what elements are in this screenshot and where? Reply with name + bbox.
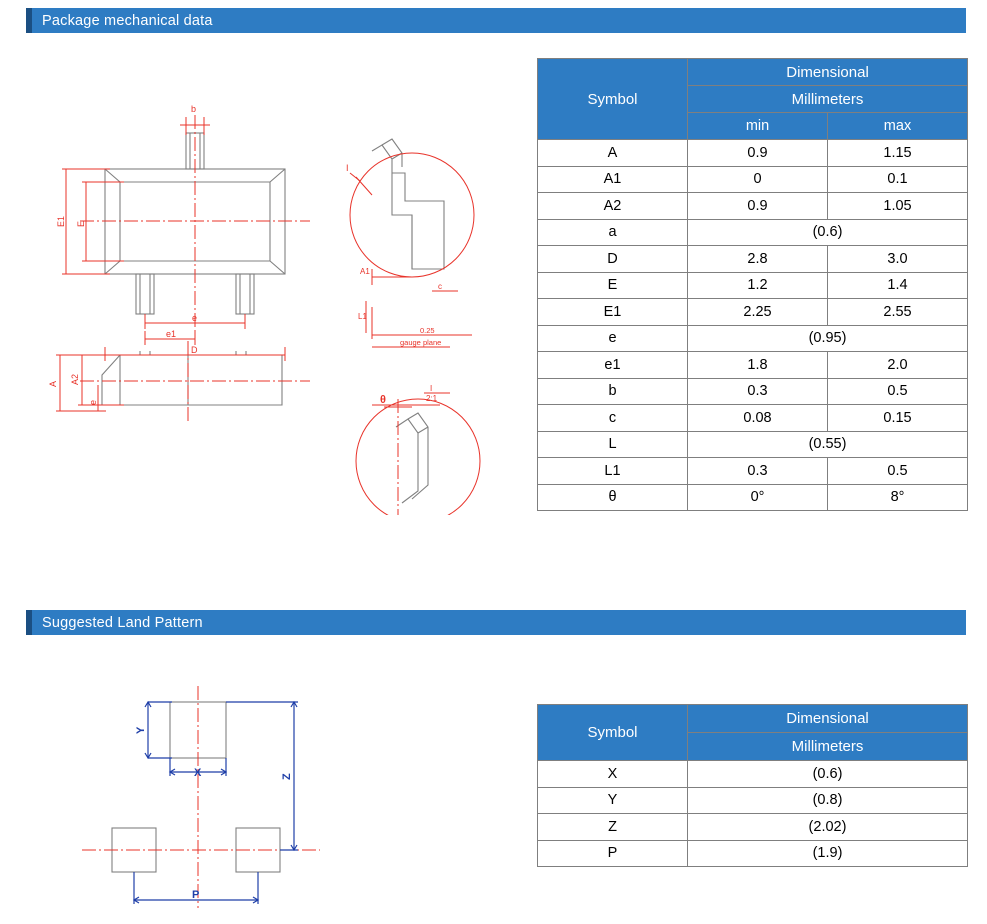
cell-symbol: b [538,378,688,405]
suggested-land-pattern-table [537,704,968,867]
table-row [538,787,968,814]
cell-max: 0.1 [828,166,968,193]
cell-max: 2.0 [828,352,968,379]
table-row [538,140,968,167]
cell-symbol: A1 [538,166,688,193]
cell-symbol: Z [538,814,688,841]
label-A2: A2 [70,373,80,385]
table-row [538,166,968,193]
header-dimensional: Dimensional [688,705,968,733]
table-row [538,219,968,246]
cell-symbol: θ [538,484,688,511]
cell-symbol: X [538,761,688,788]
cell-symbol: L1 [538,458,688,485]
label-E1: E1 [56,215,66,227]
table-row [538,272,968,299]
cell-span-value: (0.55) [688,431,968,458]
table-header-row-1 [538,705,968,733]
cell-symbol: a [538,219,688,246]
package-mechanical-data-table [537,58,968,511]
table-row [538,246,968,273]
cell-max: 0.15 [828,405,968,432]
cell-span-value: (0.95) [688,325,968,352]
label-e1: e1 [166,329,177,339]
label-gauge-plane: gauge plane [400,338,442,347]
table-row [538,431,968,458]
cell-max: 8° [828,484,968,511]
table-row [538,458,968,485]
cell-symbol: L [538,431,688,458]
cell-min: 0.08 [688,405,828,432]
cell-min: 0.3 [688,378,828,405]
cell-symbol: E [538,272,688,299]
table-header-row-1 [538,59,968,86]
cell-min: 1.2 [688,272,828,299]
cell-min: 0.9 [688,193,828,220]
cell-max: 1.4 [828,272,968,299]
cell-min: 0° [688,484,828,511]
label-E: E [76,220,86,227]
cell-symbol: Y [538,787,688,814]
cell-min: 2.25 [688,299,828,326]
cell-max: 1.15 [828,140,968,167]
label-P: P [192,889,200,901]
label-theta: θ [380,394,386,406]
table-row [538,761,968,788]
header-dimensional: Dimensional [688,59,968,86]
table-row [538,405,968,432]
table-row [538,840,968,867]
table-row [538,484,968,511]
header-millimeters: Millimeters [688,86,968,113]
cell-value: (0.8) [688,787,968,814]
label-e-side: e [88,399,98,405]
cell-max: 2.55 [828,299,968,326]
cell-min: 0.3 [688,458,828,485]
section-title: Package mechanical data [42,12,213,29]
label-e: e [192,313,198,323]
table-row [538,299,968,326]
cell-span-value: (0.6) [688,219,968,246]
header-millimeters: Millimeters [688,733,968,761]
cell-symbol: e [538,325,688,352]
label-A: A [48,380,58,387]
cell-value: (1.9) [688,840,968,867]
label-b: b [191,104,197,114]
cell-min: 2.8 [688,246,828,273]
package-mechanical-drawing [20,55,520,515]
cell-symbol: D [538,246,688,273]
cell-value: (0.6) [688,761,968,788]
label-X: X [194,767,202,779]
header-min: min [688,113,828,140]
label-L1: L1 [358,312,367,321]
label-D: D [191,345,198,355]
cell-max: 0.5 [828,378,968,405]
cell-min: 0 [688,166,828,193]
cell-symbol: A2 [538,193,688,220]
label-detail-scale: 2:1 [426,394,438,403]
cell-symbol: c [538,405,688,432]
cell-max: 3.0 [828,246,968,273]
header-symbol: Symbol [538,705,688,761]
header-symbol: Symbol [538,59,688,140]
cell-symbol: A [538,140,688,167]
cell-min: 0.9 [688,140,828,167]
cell-value: (2.02) [688,814,968,841]
cell-symbol: E1 [538,299,688,326]
label-Z: Z [281,773,293,780]
table-row [538,325,968,352]
table-row [538,378,968,405]
section-header-package-mechanical-data [26,8,966,33]
cell-max: 1.05 [828,193,968,220]
label-Y: Y [135,726,147,734]
section-title: Suggested Land Pattern [42,614,203,631]
label-detail-I: I [346,163,349,173]
section-header-suggested-land-pattern [26,610,966,635]
suggested-land-pattern-drawing [60,660,460,920]
label-c: c [438,282,442,291]
cell-symbol: e1 [538,352,688,379]
table-row [538,814,968,841]
cell-symbol: P [538,840,688,867]
label-gauge-dim: 0.25 [420,326,435,335]
header-max: max [828,113,968,140]
table-row [538,352,968,379]
cell-max: 0.5 [828,458,968,485]
table-row [538,193,968,220]
label-detail-scale-num: I [430,384,433,393]
cell-min: 1.8 [688,352,828,379]
label-A1: A1 [360,267,370,276]
